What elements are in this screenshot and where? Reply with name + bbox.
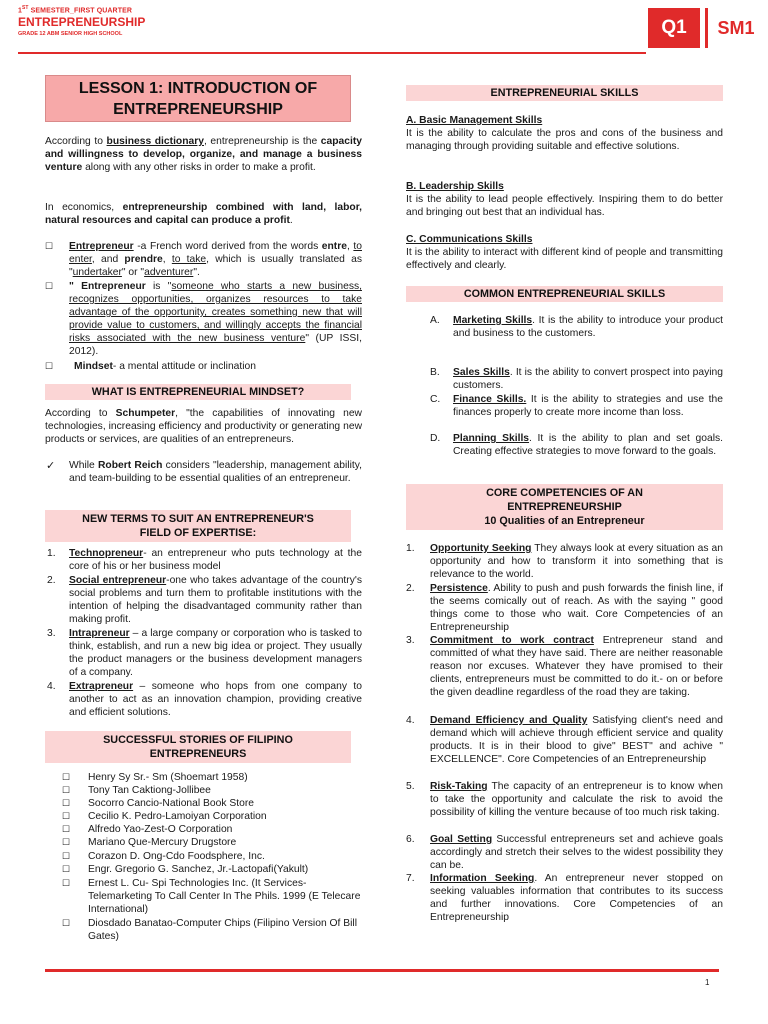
mindset-heading: WHAT IS ENTREPRENEURIAL MINDSET? <box>45 384 351 400</box>
square-bullet-icon: ☐ <box>62 837 71 847</box>
page-number: 1 <box>705 978 710 987</box>
common-skills-heading: COMMON ENTREPRENEURIAL SKILLS <box>406 286 723 302</box>
square-bullet-icon: ☐ <box>45 281 54 291</box>
list-number: 1. <box>406 543 415 554</box>
core-competency-item: Goal Setting Successful entrepreneurs set and achieve goals accordingly and stretch their selves to the widest possibility they can be. <box>430 834 723 871</box>
grade-label: GRADE 12 ABM SENIOR HIGH SCHOOL <box>18 31 123 38</box>
common-skill-item: Sales Skills. It is the ability to convert prospect into paying customers. <box>453 367 723 391</box>
square-bullet-icon: ☐ <box>45 241 54 251</box>
common-skill-item: Planning Skills. It is the ability to plan and set goals. Creating effective strategies to move forward to the goals. <box>453 433 723 457</box>
skill-description: It is the ability to lead people effectively. Inspiring them to do better and bringing out best that an individual has. <box>406 194 723 218</box>
lesson-title: LESSON 1: INTRODUCTION OF ENTREPRENEURSHIP <box>45 75 351 122</box>
quarter-badge: Q1 <box>648 8 700 48</box>
list-number: 2. <box>47 575 56 586</box>
header-rule <box>18 52 646 54</box>
common-skill-item: Marketing Skills. It is the ability to introduce your product and business to the customers. <box>453 315 723 339</box>
skill-title: C. Communications Skills <box>406 234 533 245</box>
badge-divider <box>705 8 708 48</box>
common-skill-item: Finance Skills. It is the ability to strategies and use the finances properly to create more income than loss. <box>453 394 723 418</box>
check-icon: ✓ <box>46 460 56 472</box>
skill-title: A. Basic Management Skills <box>406 115 543 126</box>
square-bullet-icon: ☐ <box>62 851 71 861</box>
list-number: 5. <box>406 781 415 792</box>
new-term-item: Technopreneur- an entrepreneur who puts technology at the core of his or her business model <box>69 548 362 572</box>
core-competency-item: Opportunity Seeking They always look at every situation as an opportunity and how to transform it into something that is relevance to the world. <box>430 543 724 580</box>
story-item: Engr. Gregorio G. Sanchez, Jr.-Lactopafi(Yakult) <box>88 864 309 875</box>
stories-heading: SUCCESSFUL STORIES OF FILIPINO ENTREPRENEURS <box>45 731 351 763</box>
list-letter: C. <box>430 394 441 405</box>
new-terms-heading: NEW TERMS TO SUIT AN ENTREPRENEUR'S FIELD OF EXPERTISE: <box>45 510 351 542</box>
definition-mindset: Mindset- a mental attitude or inclination <box>74 361 256 372</box>
definition-entrepreneur: Entrepreneur -a French word derived from the words entre, to enter, and prendre, to take, which is usually translated as "undertaker" or "adventurer". <box>69 241 363 278</box>
list-number: 6. <box>406 834 415 845</box>
core-competency-item: Demand Efficiency and Quality Satisfying client's need and demand which will achieve through efficient service and quality products. It is in their blood to give" BEST" and achive " EXCELLENCE". Core Competencies of an Entrepreneurship <box>430 715 723 765</box>
square-bullet-icon: ☐ <box>62 878 71 888</box>
list-number: 3. <box>406 635 415 646</box>
story-item: Socorro Cancio-National Book Store <box>88 798 254 809</box>
list-letter: B. <box>430 367 440 378</box>
square-bullet-icon: ☐ <box>62 798 71 808</box>
story-item: Henry Sy Sr.- Sm (Shoemart 1958) <box>88 772 248 783</box>
list-number: 3. <box>47 628 56 639</box>
core-competency-item: Persistence. Ability to push and push forwards the finish line, if the seems comically out of reach. As with the saying " good things come to those who wait. Core Competencies of an Entrepreneurship <box>430 583 723 633</box>
mindset-paragraph: According to Schumpeter, "the capabilities of innovating new technologies, increasing efficiency and productivity or generating new products or services, are qualities of an entrepreneurs. <box>45 408 362 445</box>
story-item: Tony Tan Caktiong-Jollibee <box>88 785 211 796</box>
skill-description: It is the ability to calculate the pros and cons of the business and managing through providing suitable and effective solutions. <box>406 128 723 152</box>
new-term-item: Intrapreneur – a large company or corporation who is tasked to think, establish, and run a new big idea or project. They usually the product managers or the business development managers of a company. <box>69 628 362 678</box>
new-term-item: Extrapreneur – someone who hops from one company to another to act as an innovation champion, providing creative and efficient solutions. <box>69 681 362 718</box>
list-number: 2. <box>406 583 415 594</box>
list-number: 4. <box>47 681 56 692</box>
core-competency-item: Risk-Taking The capacity of an entrepreneur is to know when to take the opportunity and calculate the risk to avoid the possibility of killing the venture because of too much risk taking. <box>430 781 723 818</box>
list-number: 7. <box>406 873 415 884</box>
core-competencies-heading: CORE COMPETENCIES OF AN ENTREPRENEURSHIP 10 Qualities of an Entrepreneur <box>406 484 723 530</box>
story-item: Corazon D. Ong-Cdo Foodsphere, Inc. <box>88 851 265 862</box>
square-bullet-icon: ☐ <box>62 785 71 795</box>
story-item: Mariano Que-Mercury Drugstore <box>88 837 237 848</box>
skill-description: It is the ability to interact with different kind of people and transmitting effectively and clearly. <box>406 247 723 271</box>
definition-entrepreneur-quote: " Entrepreneur is "someone who starts a new business, recognizes opportunities, organizes resources to take advantage of the opportunity, creates something new that will provide value to customers, and willingly accepts the financial risks associated with the new business venture" (UP ISSI, 2012). <box>69 281 362 357</box>
square-bullet-icon: ☐ <box>62 918 71 928</box>
sm-badge: SM1 <box>717 17 755 38</box>
list-letter: D. <box>430 433 441 444</box>
square-bullet-icon: ☐ <box>62 772 71 782</box>
list-number: 1. <box>47 548 56 559</box>
story-item: Diosdado Banatao-Computer Chips (Filipino Version Of Bill Gates) <box>88 918 357 942</box>
list-number: 4. <box>406 715 415 726</box>
document-header <box>18 5 145 37</box>
intro-paragraph: According to business dictionary, entrepreneurship is the capacity and willingness to develop, organize, and manage a business venture along with any other risks in order to make a profit. <box>45 136 362 173</box>
story-item: Ernest L. Cu- Spi Technologies Inc. (It Services-Telemarketing To Call Center In The Phils. 1999 (E Telecare International) <box>88 878 361 915</box>
square-bullet-icon: ☐ <box>62 864 71 874</box>
footer-rule <box>45 969 719 972</box>
skills-heading: ENTREPRENEURIAL SKILLS <box>406 85 723 101</box>
skill-title: B. Leadership Skills <box>406 181 504 192</box>
square-bullet-icon: ☐ <box>62 811 71 821</box>
new-term-item: Social entrepreneur-one who takes advantage of the country's social problems and turn them to profitable institutions with the intention of helping the disadvantaged community rather than making profit. <box>69 575 362 625</box>
semester-label: 1ST SEMESTER_FIRST QUARTER <box>18 5 133 15</box>
core-competency-item: Information Seeking. An entrepreneur never stopped on seeking valuables information that contributes to its success and further innovations. Core Competencies of an Entrepreneurship <box>430 873 723 923</box>
story-item: Alfredo Yao-Zest-O Corporation <box>88 824 233 835</box>
economics-paragraph: In economics, entrepreneurship combined with land, labor, natural resources and capital can produce a profit. <box>45 202 363 226</box>
list-letter: A. <box>430 315 440 326</box>
core-competency-item: Commitment to work contract Entrepreneur stand and committed of what they have said. There are neither reasonable reason nor excuses. Whatever they have promised to their clients, entrepreneurs must be committed to do it.- on or before the given deadline regardless of the road they are taking. <box>430 635 723 698</box>
square-bullet-icon: ☐ <box>45 361 54 371</box>
story-item: Cecilio K. Pedro-Lamoiyan Corporation <box>88 811 267 822</box>
square-bullet-icon: ☐ <box>62 824 71 834</box>
reich-quote: While Robert Reich considers "leadership, management ability, and team-building to be essential qualities of an entrepreneur. <box>69 460 362 484</box>
subject-title: ENTREPRENEURSHIP <box>18 15 146 30</box>
